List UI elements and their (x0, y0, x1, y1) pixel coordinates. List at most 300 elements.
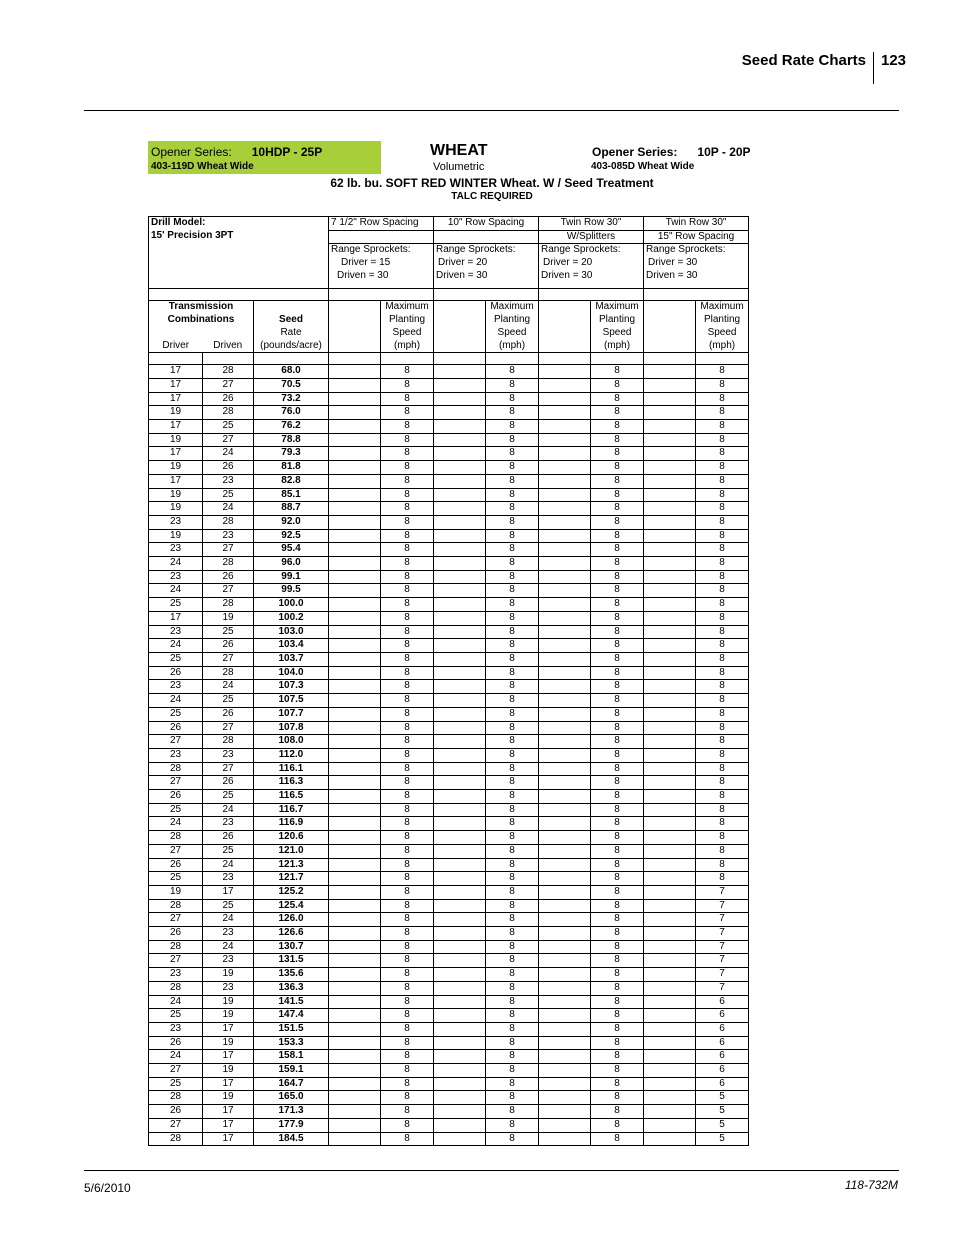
speed-cell-2: 8 (486, 899, 539, 913)
table-row (149, 694, 749, 708)
blank-cell (329, 707, 381, 721)
speed-cell-3: 8 (591, 420, 644, 434)
seed-rate-cell: 70.5 (254, 378, 329, 392)
table-row (149, 570, 749, 584)
driven-cell: 23 (203, 474, 254, 488)
speed-cell-3: 8 (591, 872, 644, 886)
blank-cell (329, 680, 381, 694)
driven-cell: 17 (203, 1077, 254, 1091)
blank-cell (434, 584, 486, 598)
max-l4: (mph) (498, 339, 526, 351)
blank-cell (644, 420, 696, 434)
speed-cell-4: 8 (696, 365, 749, 379)
seed-rate-cell: 121.0 (254, 844, 329, 858)
speed-cell-1: 8 (381, 954, 434, 968)
blank-cell (539, 584, 591, 598)
blank-cell (644, 474, 696, 488)
speed-cell-2: 8 (486, 598, 539, 612)
speed-cell-1: 8 (381, 378, 434, 392)
speed-cell-3: 8 (591, 447, 644, 461)
speed-cell-3: 8 (591, 570, 644, 584)
speed-cell-3: 8 (591, 735, 644, 749)
speed-cell-4: 8 (696, 831, 749, 845)
blank-cell (329, 666, 381, 680)
blank-cell (434, 502, 486, 516)
driven-cell: 25 (203, 625, 254, 639)
blank-cell (644, 1022, 696, 1036)
speed-cell-2: 8 (486, 721, 539, 735)
driven-cell: 17 (203, 1105, 254, 1119)
header-rule (84, 110, 899, 111)
opener-left-label: Opener Series: (151, 145, 232, 159)
blank-cell (644, 762, 696, 776)
blank-cell (329, 433, 381, 447)
table-row (149, 625, 749, 639)
blank-cell (329, 899, 381, 913)
blank-cell (434, 461, 486, 475)
opener-right-part: 403-085D Wheat Wide (591, 161, 695, 172)
driver-cell: 24 (149, 557, 203, 571)
blank-cell (329, 940, 381, 954)
speed-cell-4: 8 (696, 529, 749, 543)
blank-cell (434, 365, 486, 379)
driven-cell: 28 (203, 515, 254, 529)
blank-cell (434, 817, 486, 831)
table-row (149, 447, 749, 461)
driven-cell: 24 (203, 858, 254, 872)
table-row (149, 420, 749, 434)
speed-cell-1: 8 (381, 1036, 434, 1050)
spacing-4-sub: 15" Row Spacing (644, 230, 749, 244)
speed-cell-1: 8 (381, 748, 434, 762)
seed-rate-cell: 79.3 (254, 447, 329, 461)
blank-cell (539, 831, 591, 845)
sprocket-driver: Driver = 30 (648, 257, 698, 269)
seed-rate-cell: 141.5 (254, 995, 329, 1009)
blank-cell (644, 447, 696, 461)
speed-cell-4: 8 (696, 844, 749, 858)
table-row (149, 433, 749, 447)
blank-cell (539, 1077, 591, 1091)
seed-rate-cell: 88.7 (254, 502, 329, 516)
spacing-3-sub: W/Splitters (539, 230, 644, 244)
speed-cell-1: 8 (381, 776, 434, 790)
seed-rate-cell: 171.3 (254, 1105, 329, 1119)
blank-cell (329, 1118, 381, 1132)
speed-cell-3: 8 (591, 584, 644, 598)
speed-cell-1: 8 (381, 707, 434, 721)
blank-cell (644, 885, 696, 899)
seed-rate-cell: 82.8 (254, 474, 329, 488)
blank-cell (644, 707, 696, 721)
speed-cell-1: 8 (381, 406, 434, 420)
speed-cell-3: 8 (591, 652, 644, 666)
seed-rate-cell: 99.5 (254, 584, 329, 598)
driver-cell: 28 (149, 762, 203, 776)
header-divider (873, 52, 874, 84)
blank-cell (434, 954, 486, 968)
speed-cell-3: 8 (591, 1036, 644, 1050)
sprocket-driven: Driven = 30 (337, 269, 389, 281)
driver-cell: 17 (149, 378, 203, 392)
seed-rate-cell: 159.1 (254, 1064, 329, 1078)
driver-cell: 17 (149, 392, 203, 406)
speed-cell-4: 8 (696, 790, 749, 804)
table-row (149, 1132, 749, 1146)
blank-cell (434, 748, 486, 762)
blank-cell (434, 488, 486, 502)
transmission-header (149, 301, 254, 340)
speed-cell-3: 8 (591, 885, 644, 899)
speed-cell-3: 8 (591, 899, 644, 913)
driven-cell: 25 (203, 488, 254, 502)
driven-cell: 26 (203, 461, 254, 475)
table-row (149, 406, 749, 420)
blank-cell (434, 1050, 486, 1064)
blank-cell (329, 995, 381, 1009)
driver-cell: 19 (149, 502, 203, 516)
max-l2: Planting (388, 314, 426, 326)
speed-cell-4: 8 (696, 858, 749, 872)
speed-cell-4: 8 (696, 776, 749, 790)
footer-doc-code: 118-732M (844, 1178, 898, 1192)
speed-cell-4: 6 (696, 1009, 749, 1023)
max-l4: (mph) (393, 339, 421, 351)
footer-rule (84, 1170, 899, 1171)
seed-rate-cell: 103.4 (254, 639, 329, 653)
driven-cell: 24 (203, 447, 254, 461)
spacing-1-header: 7 1/2" Row Spacing (329, 217, 434, 231)
seed-rate-cell: 131.5 (254, 954, 329, 968)
blank-cell (644, 598, 696, 612)
blank-cell (644, 968, 696, 982)
driver-cell: 23 (149, 515, 203, 529)
blank-cell (434, 570, 486, 584)
seed-rate-cell: 116.1 (254, 762, 329, 776)
speed-cell-4: 8 (696, 625, 749, 639)
blank-cell (539, 680, 591, 694)
speed-cell-2: 8 (486, 529, 539, 543)
speed-cell-4: 8 (696, 803, 749, 817)
speed-cell-3: 8 (591, 913, 644, 927)
speed-cell-2: 8 (486, 461, 539, 475)
seed-rate-cell: 73.2 (254, 392, 329, 406)
speed-cell-1: 8 (381, 1091, 434, 1105)
max-l4: (mph) (603, 339, 631, 351)
table-row (149, 461, 749, 475)
blank-cell (644, 543, 696, 557)
blank-cell (539, 461, 591, 475)
speed-cell-4: 7 (696, 954, 749, 968)
speed-cell-1: 8 (381, 694, 434, 708)
speed-cell-4: 8 (696, 570, 749, 584)
speed-cell-1: 8 (381, 666, 434, 680)
speed-cell-1: 8 (381, 1077, 434, 1091)
speed-cell-1: 8 (381, 858, 434, 872)
seed-rate-cell: 108.0 (254, 735, 329, 749)
driven-cell: 23 (203, 927, 254, 941)
speed-cell-4: 8 (696, 488, 749, 502)
sprocket-driver: Driver = 20 (543, 257, 593, 269)
section-title: Seed Rate Charts (741, 52, 866, 69)
seed-rate-cell: 76.2 (254, 420, 329, 434)
blank-cell (539, 721, 591, 735)
blank-cell (644, 502, 696, 516)
driver-cell: 28 (149, 940, 203, 954)
blank-1 (329, 301, 381, 353)
driven-cell: 19 (203, 1036, 254, 1050)
blank-cell (539, 954, 591, 968)
seed-rate-cell: 121.3 (254, 858, 329, 872)
seed-rate-cell: 125.4 (254, 899, 329, 913)
blank-cell (644, 1036, 696, 1050)
table-row (149, 543, 749, 557)
seed-rate-cell: 136.3 (254, 981, 329, 995)
crop-method: Volumetric (433, 161, 485, 173)
table-row (149, 1064, 749, 1078)
speed-cell-2: 8 (486, 639, 539, 653)
driver-cell: 25 (149, 652, 203, 666)
driven-cell: 19 (203, 968, 254, 982)
blank-cell (539, 433, 591, 447)
blank-2 (434, 301, 486, 353)
blank-cell (434, 1009, 486, 1023)
speed-cell-3: 8 (591, 529, 644, 543)
speed-cell-4: 6 (696, 1064, 749, 1078)
blank-cell (539, 625, 591, 639)
blank-cell (539, 748, 591, 762)
driver-cell: 23 (149, 680, 203, 694)
table-row (149, 735, 749, 749)
driven-cell: 24 (203, 803, 254, 817)
seed-rate-cell: 95.4 (254, 543, 329, 557)
blank-cell (539, 1105, 591, 1119)
max-l3: Speed (497, 326, 527, 338)
speed-cell-2: 8 (486, 1077, 539, 1091)
speed-cell-2: 8 (486, 735, 539, 749)
seed-rate-cell: 107.5 (254, 694, 329, 708)
speed-cell-2: 8 (486, 790, 539, 804)
blank-cell (644, 570, 696, 584)
max-l4: (mph) (708, 339, 736, 351)
seed-rate-table (148, 216, 749, 1146)
speed-cell-4: 7 (696, 968, 749, 982)
speed-cell-1: 8 (381, 365, 434, 379)
speed-cell-2: 8 (486, 776, 539, 790)
blank-cell (434, 844, 486, 858)
speed-cell-2: 8 (486, 831, 539, 845)
driver-cell: 17 (149, 420, 203, 434)
max-l1: Maximum (700, 301, 744, 313)
transmission-l1: Transmission (168, 301, 234, 313)
speed-cell-2: 8 (486, 652, 539, 666)
table-row (149, 995, 749, 1009)
speed-cell-1: 8 (381, 968, 434, 982)
speed-cell-2: 8 (486, 447, 539, 461)
speed-cell-2: 8 (486, 1050, 539, 1064)
blank-cell (644, 433, 696, 447)
seed-rate-cell: 164.7 (254, 1077, 329, 1091)
speed-cell-1: 8 (381, 611, 434, 625)
table-row (149, 652, 749, 666)
blank-cell (539, 502, 591, 516)
max-speed-header-2 (486, 301, 539, 353)
seed-rate-cell: 116.5 (254, 790, 329, 804)
speed-cell-1: 8 (381, 652, 434, 666)
blank-cell (644, 817, 696, 831)
driven-cell: 26 (203, 707, 254, 721)
speed-cell-4: 5 (696, 1132, 749, 1146)
blank-cell (644, 776, 696, 790)
speed-cell-2: 8 (486, 365, 539, 379)
max-l3: Speed (602, 326, 632, 338)
blank-cell (644, 899, 696, 913)
driver-cell: 26 (149, 721, 203, 735)
speed-cell-1: 8 (381, 392, 434, 406)
seed-rate-cell: 158.1 (254, 1050, 329, 1064)
speed-cell-4: 8 (696, 515, 749, 529)
driven-cell: 27 (203, 543, 254, 557)
blank-cell (434, 776, 486, 790)
blank-cell (329, 748, 381, 762)
speed-cell-4: 7 (696, 899, 749, 913)
blank-cell (434, 885, 486, 899)
blank-cell (329, 1132, 381, 1146)
driven-cell: 25 (203, 420, 254, 434)
sprocket-driver: Driver = 20 (438, 257, 488, 269)
sprocket-driven: Driven = 30 (436, 269, 488, 281)
speed-cell-2: 8 (486, 1022, 539, 1036)
speed-cell-2: 8 (486, 474, 539, 488)
blank-cell (329, 1105, 381, 1119)
driven-cell: 23 (203, 529, 254, 543)
max-l2: Planting (598, 314, 636, 326)
speed-cell-2: 8 (486, 502, 539, 516)
seed-rate-cell: 125.2 (254, 885, 329, 899)
blank-cell (644, 940, 696, 954)
blank-cell (434, 515, 486, 529)
blank-cell (539, 1022, 591, 1036)
blank-cell (644, 611, 696, 625)
blank-cell (539, 652, 591, 666)
driver-cell: 27 (149, 844, 203, 858)
blank-cell (644, 625, 696, 639)
blank-cell (644, 858, 696, 872)
driver-cell: 23 (149, 625, 203, 639)
blank-cell (434, 680, 486, 694)
speed-cell-2: 8 (486, 954, 539, 968)
blank-cell (434, 598, 486, 612)
driven-cell: 23 (203, 872, 254, 886)
speed-cell-4: 8 (696, 406, 749, 420)
spacing-2-header: 10" Row Spacing (434, 217, 539, 231)
speed-cell-4: 7 (696, 913, 749, 927)
speed-cell-4: 8 (696, 598, 749, 612)
blank-cell (434, 858, 486, 872)
speed-cell-4: 7 (696, 927, 749, 941)
speed-cell-1: 8 (381, 844, 434, 858)
driven-cell: 25 (203, 694, 254, 708)
spacing-1-sub (329, 230, 434, 244)
blank-cell (434, 927, 486, 941)
driven-cell: 24 (203, 913, 254, 927)
blank-cell (644, 406, 696, 420)
seed-rate-cell: 68.0 (254, 365, 329, 379)
speed-cell-2: 8 (486, 762, 539, 776)
speed-cell-2: 8 (486, 433, 539, 447)
max-l1: Maximum (385, 301, 429, 313)
blank-cell (644, 694, 696, 708)
speed-cell-4: 8 (696, 502, 749, 516)
speed-cell-4: 8 (696, 447, 749, 461)
driver-cell: 26 (149, 1105, 203, 1119)
blank-cell (539, 392, 591, 406)
speed-cell-2: 8 (486, 694, 539, 708)
speed-cell-3: 8 (591, 1050, 644, 1064)
blank-cell (644, 392, 696, 406)
blank-cell (329, 515, 381, 529)
speed-cell-1: 8 (381, 1050, 434, 1064)
seed-rate-cell: 135.6 (254, 968, 329, 982)
blank-cell (539, 776, 591, 790)
seed-rate-cell: 153.3 (254, 1036, 329, 1050)
driver-cell: 19 (149, 885, 203, 899)
blank-cell (644, 735, 696, 749)
driver-cell: 26 (149, 927, 203, 941)
blank-cell (329, 776, 381, 790)
blank-cell (329, 694, 381, 708)
blank-cell (644, 1091, 696, 1105)
blank-cell (644, 666, 696, 680)
driven-cell: 23 (203, 981, 254, 995)
blank-cell (539, 803, 591, 817)
blank-cell (329, 1050, 381, 1064)
driver-cell: 23 (149, 1022, 203, 1036)
speed-cell-3: 8 (591, 748, 644, 762)
driver-cell: 25 (149, 872, 203, 886)
blank-cell (329, 954, 381, 968)
driven-cell: 17 (203, 1118, 254, 1132)
speed-cell-2: 8 (486, 584, 539, 598)
driver-cell: 28 (149, 981, 203, 995)
blank-cell (539, 488, 591, 502)
opener-right-value: 10P - 20P (697, 145, 751, 159)
driver-cell: 19 (149, 406, 203, 420)
driver-cell: 23 (149, 570, 203, 584)
blank-cell (329, 378, 381, 392)
speed-cell-4: 8 (696, 557, 749, 571)
spacing-4-sprockets (644, 244, 749, 289)
table-row (149, 1091, 749, 1105)
blank-cell (539, 474, 591, 488)
blank-cell (329, 885, 381, 899)
blank-cell (329, 365, 381, 379)
driver-cell: 19 (149, 461, 203, 475)
speed-cell-1: 8 (381, 639, 434, 653)
driven-cell: 28 (203, 557, 254, 571)
speed-cell-3: 8 (591, 502, 644, 516)
blank-cell (329, 1036, 381, 1050)
speed-cell-4: 8 (696, 735, 749, 749)
blank-cell (434, 433, 486, 447)
driver-cell: 24 (149, 995, 203, 1009)
blank-cell (539, 1132, 591, 1146)
blank-cell (329, 461, 381, 475)
table-row (149, 639, 749, 653)
speed-cell-4: 8 (696, 461, 749, 475)
max-speed-header-1 (381, 301, 434, 353)
speed-cell-3: 8 (591, 1064, 644, 1078)
